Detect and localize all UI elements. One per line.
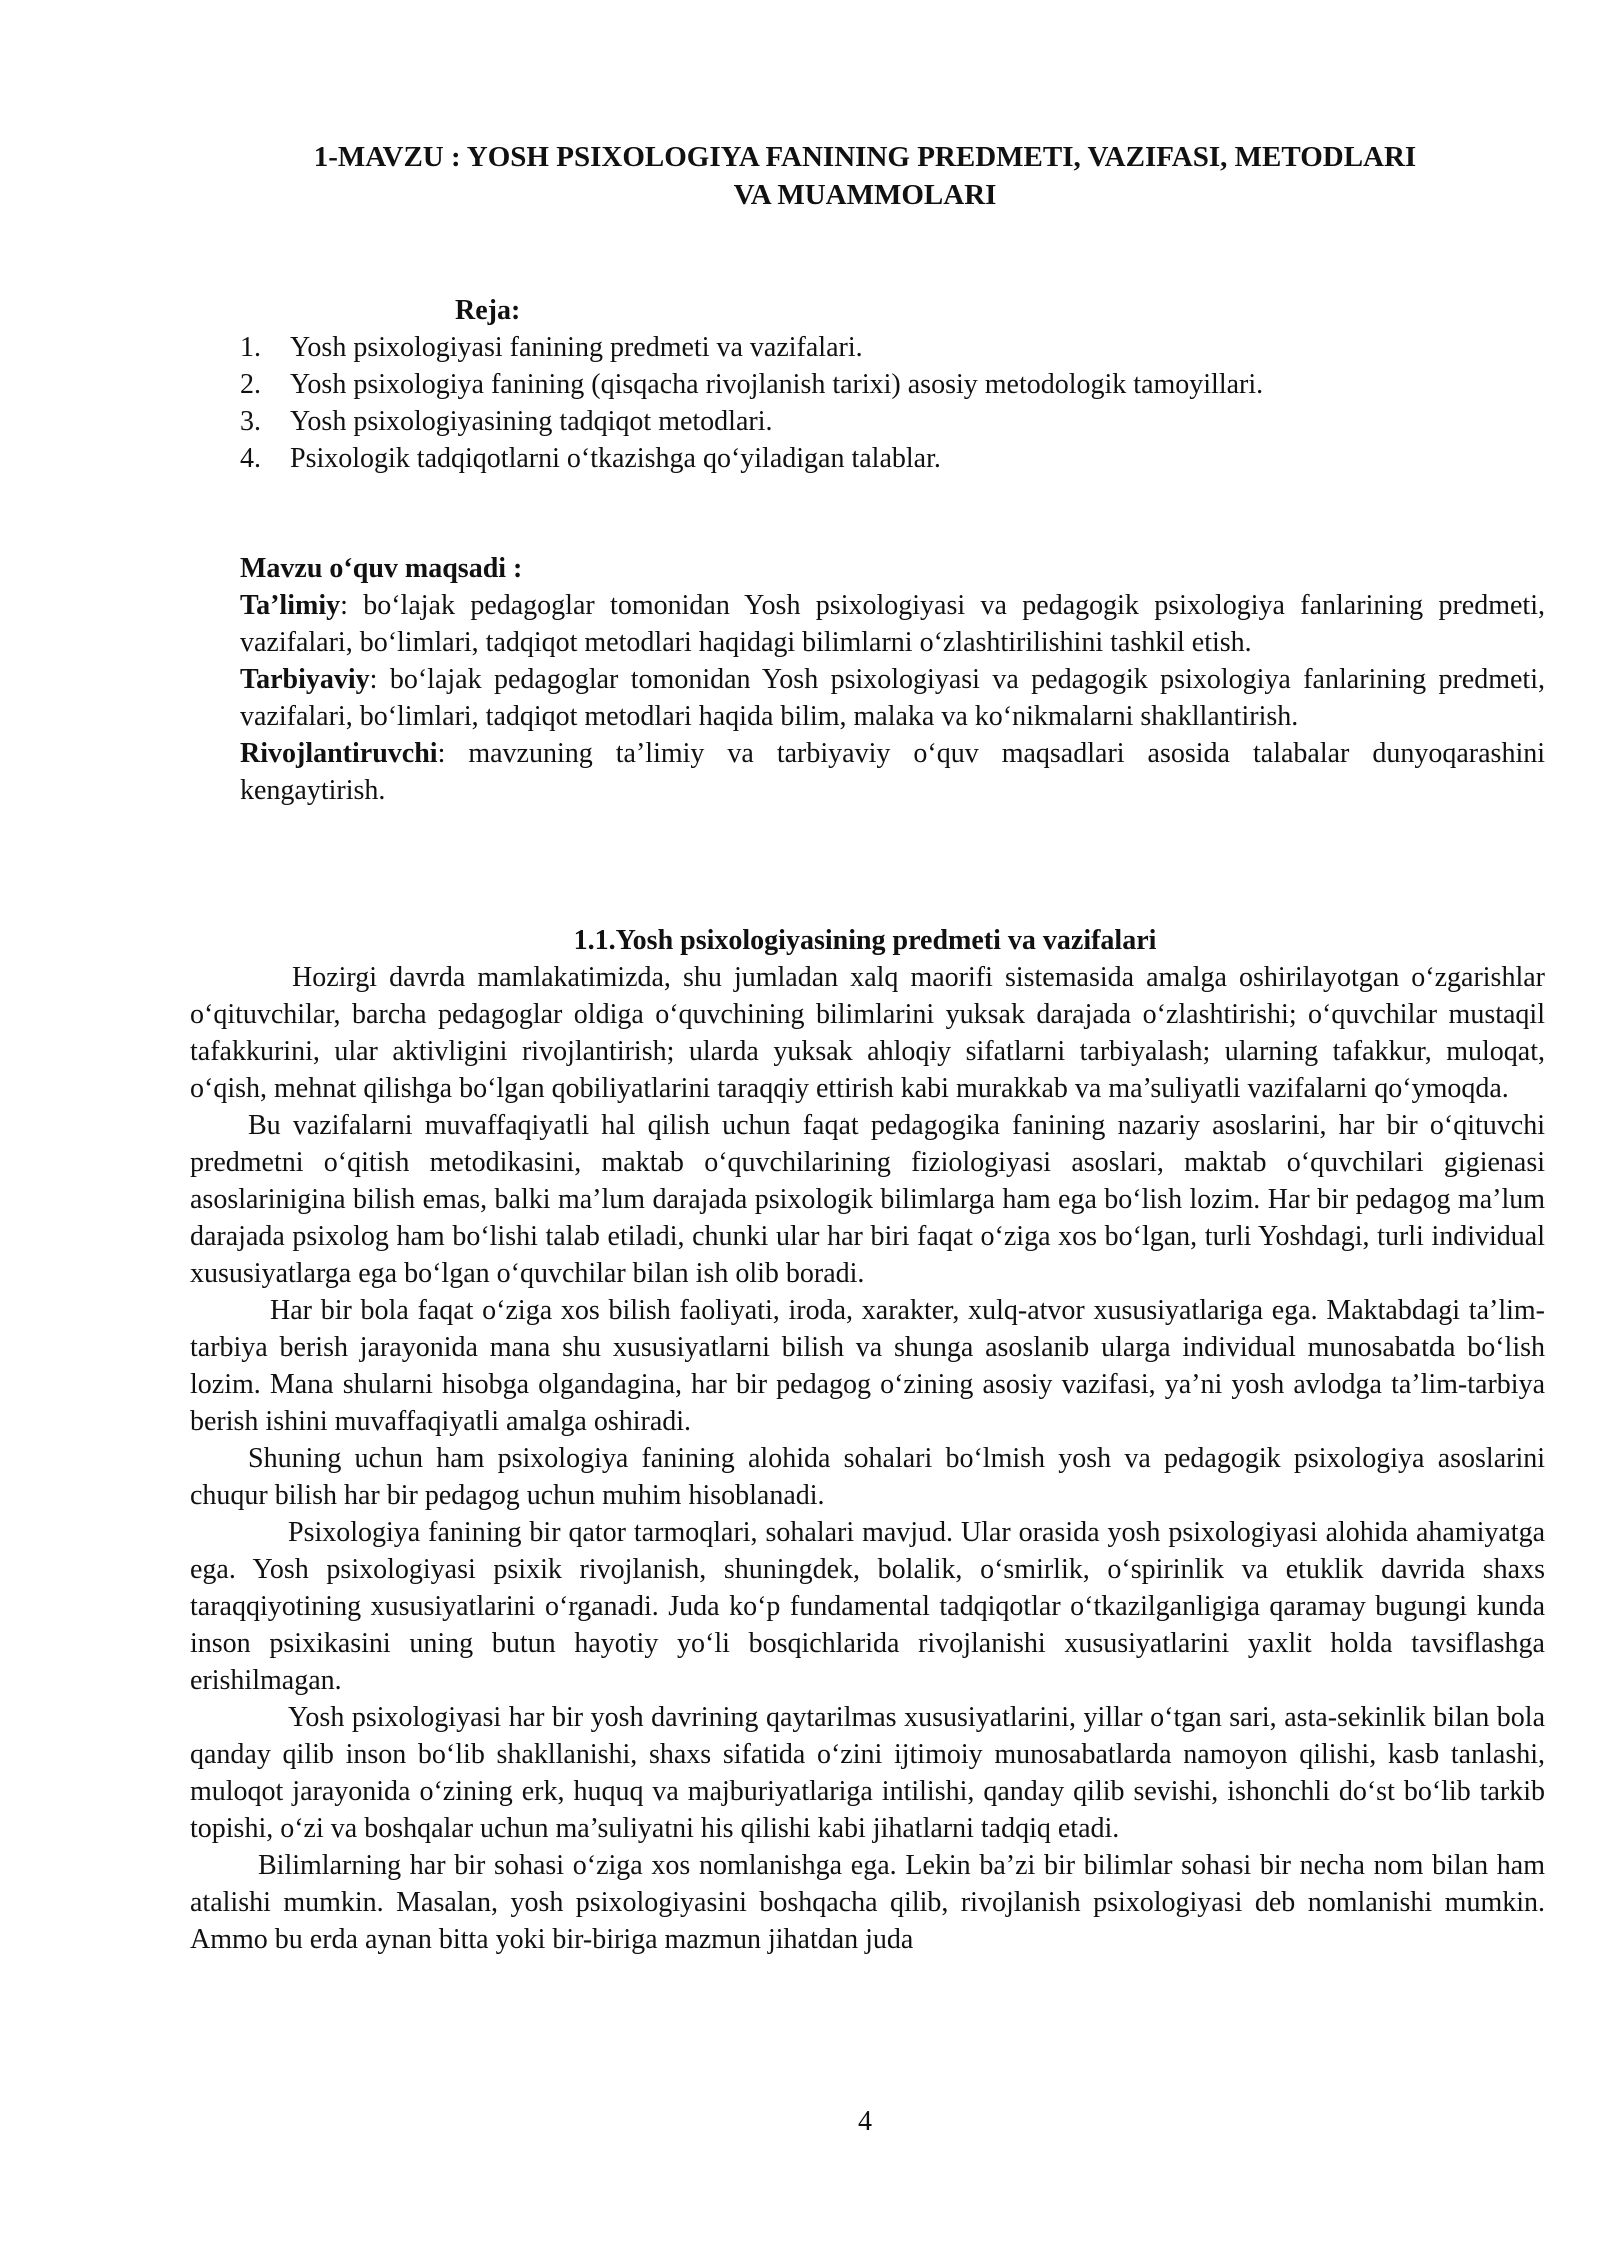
plan-item-number: 2.	[240, 369, 261, 400]
goal-text: : mavzuning ta’limiy va tarbiyaviy o‘quv maqsadlari asosida talabalar dunyoqarashini kengaytirish.	[240, 738, 1545, 806]
body-paragraph: Har bir bola faqat o‘ziga xos bilish faoliyati, iroda, xarakter, xulq-atvor xususiyatlariga ega. Maktabdagi ta’lim-tarbiya berish jarayonida mana shu xususiyatlarni bilish va shunga asoslanib ularga individual munosabatda bo‘lish lozim. Mana shularni hisobga olgandagina, har bir pedagog o‘zining asosiy vazifasi, ya’ni yosh avlodga ta’lim-tarbiya berish ishini muvaffaqiyatli amalga oshiradi.	[190, 1295, 1545, 1437]
plan-item-text: Yosh psixologiya fanining (qisqacha rivojlanish tarixi) asosiy metodologik tamoyillari.	[290, 369, 1264, 400]
goal-label: Ta’limiy	[240, 590, 341, 621]
plan-item-number: 4.	[240, 443, 261, 474]
goal-text: : bo‘lajak pedagoglar tomonidan Yosh psixologiyasi va pedagogik psixologiya fanlarining predmeti, vazifalari, bo‘limlari, tadqiqot metodlari haqida bilim, malaka va ko‘nikmalarni shakllantirish.	[240, 664, 1545, 732]
goal-text: : bo‘lajak pedagoglar tomonidan Yosh psixologiyasi va pedagogik psixologiya fanlarining predmeti, vazifalari, bo‘limlari, tadqiqot metodlari haqidagi bilimlarni o‘zlashtirilishini tashkil etish.	[240, 590, 1545, 658]
body-paragraph: Shuning uchun ham psixologiya fanining alohida sohalari bo‘lmish yosh va pedagogik psixologiya asoslarini chuqur bilish har bir pedagog uchun muhim hisoblanadi.	[190, 1443, 1545, 1511]
plan-item	[240, 366, 1540, 403]
goal-item	[240, 735, 1545, 809]
plan-item	[240, 329, 1540, 366]
plan-item-number: 3.	[240, 406, 261, 437]
title-line-1: 1-MAVZU : YOSH PSIXOLOGIYA FANINING PREDMETI, VAZIFASI, METODLARI	[313, 141, 1417, 173]
body-paragraph: Psixologiya fanining bir qator tarmoqlari, sohalari mavjud. Ular orasida yosh psixologiyasi alohida ahamiyatga ega. Yosh psixologiyasi psixik rivojlanish, shuningdek, bolalik, o‘smirlik, o‘spirinlik va etuklik davrida shaxs taraqqiyotining xususiyatlarini o‘rganadi. Juda ko‘p fundamental tadqiqotlar o‘tkazilganligiga qaramay bugungi kunda inson psixikasini uning butun hayotiy yo‘li bosqichlarida rivojlanishi xususiyatlarini yaxlit holda tavsiflashga erishilmagan.	[190, 1517, 1545, 1696]
plan-item-text: Psixologik tadqiqotlarni o‘tkazishga qo‘yiladigan talablar.	[290, 443, 941, 474]
plan-list	[240, 329, 1540, 477]
plan-item	[240, 440, 1540, 477]
goals-heading: Mavzu o‘quv maqsadi :	[240, 553, 523, 584]
body-paragraph: Bilimlarning har bir sohasi o‘ziga xos nomlanishga ega. Lekin ba’zi bir bilimlar sohasi bir necha nom bilan ham atalishi mumkin. Masalan, yosh psixologiyasini boshqacha qilib, rivojlanish psixologiyasi deb nomlanishi mumkin. Ammo bu erda aynan bitta yoki bir-biriga mazmun jihatdan juda	[190, 1850, 1545, 1955]
page-number: 4	[858, 2106, 872, 2137]
plan-item-text: Yosh psixologiyasi fanining predmeti va vazifalari.	[290, 332, 863, 363]
page-title	[190, 138, 1540, 214]
plan-heading: Reja:	[455, 295, 521, 326]
section-body	[190, 959, 1545, 1958]
body-paragraph: Bu vazifalarni muvaffaqiyatli hal qilish uchun faqat pedagogika fanining nazariy asoslarini, har bir o‘qituvchi predmetni o‘qitish metodikasini, maktab o‘quvchilarining fiziologiyasi asoslari, maktab o‘quvchilari gigienasi asoslarinigina bilish emas, balki ma’lum darajada psixologik bilimlarga ham ega bo‘lish lozim. Har bir pedagog ma’lum darajada psixolog ham bo‘lishi talab etiladi, chunki ular har biri faqat o‘ziga xos bo‘lgan, turli Yoshdagi, turli individual xususiyatlarga ega bo‘lgan o‘quvchilar bilan ish olib boradi.	[190, 1110, 1545, 1289]
section-title: 1.1.Yosh psixologiyasining predmeti va vazifalari	[573, 925, 1157, 956]
goal-item	[240, 587, 1545, 661]
goal-label: Rivojlantiruvchi	[240, 738, 438, 769]
plan-item-number: 1.	[240, 332, 261, 363]
body-paragraph: Yosh psixologiyasi har bir yosh davrining qaytarilmas xususiyatlarini, yillar o‘tgan sari, asta-sekinlik bilan bola qanday qilib inson bo‘lib shakllanishi, shaxs sifatida o‘zini ijtimoiy munosabatlarda namoyon qilishi, kasb tanlashi, muloqot jarayonida o‘zining erk, huquq va majburiyatlariga intilishi, qanday qilib sevishi, ishonchli do‘st bo‘lib tarkib topishi, o‘zi va boshqalar uchun ma’suliyatni his qilishi kabi jihatlarni tadqiq etadi.	[190, 1702, 1545, 1844]
goal-label: Tarbiyaviy	[240, 664, 370, 695]
plan-item-text: Yosh psixologiyasining tadqiqot metodlari.	[290, 406, 773, 437]
title-line-2: VA MUAMMOLARI	[733, 179, 997, 211]
body-paragraph: Hozirgi davrda mamlakatimizda, shu jumladan xalq maorifi sistemasida amalga oshirilayotgan o‘zgarishlar o‘qituvchilar, barcha pedagoglar oldiga o‘quvchining bilimlarini yuksak darajada o‘zlashtirishi; o‘quvchilar mustaqil tafakkurini, ular aktivligini rivojlantirish; ularda yuksak ahloqiy sifatlarni tarbiyalash; ularning tafakkur, muloqat, o‘qish, mehnat qilishga bo‘lgan qobiliyatlarini taraqqiy ettirish kabi murakkab va ma’suliyatli vazifalarni qo‘ymoqda.	[190, 962, 1545, 1104]
plan-item	[240, 403, 1540, 440]
learning-goals	[240, 550, 1545, 809]
goal-item	[240, 661, 1545, 735]
